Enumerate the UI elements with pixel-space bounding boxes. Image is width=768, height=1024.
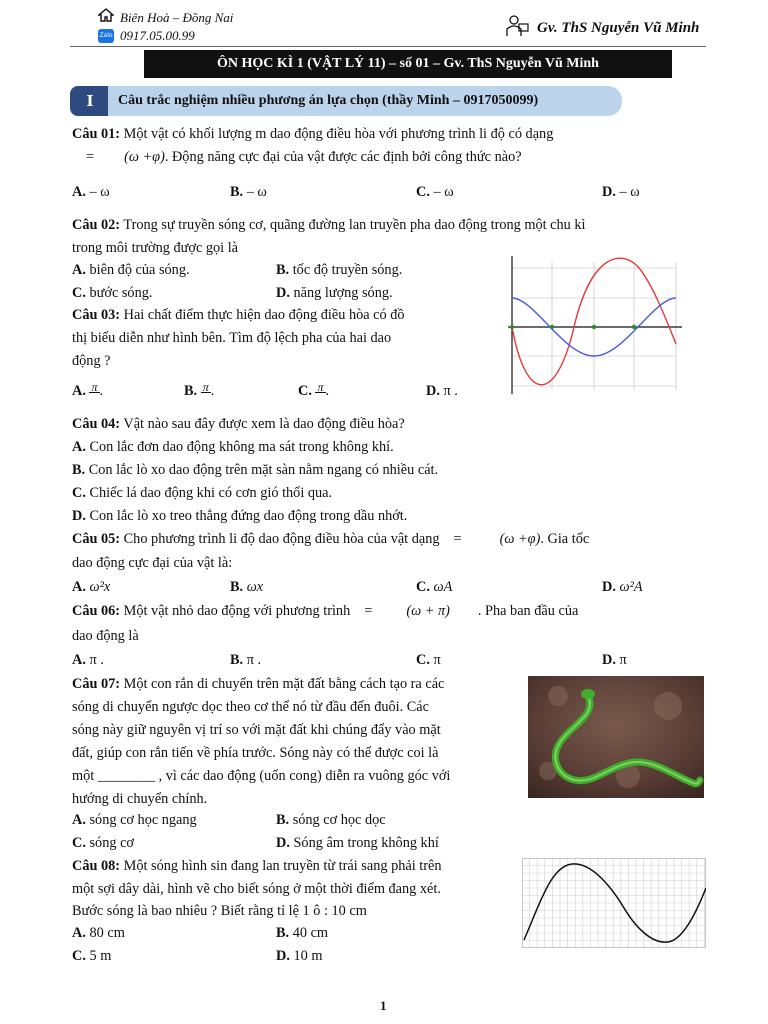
q3-line3: động ? xyxy=(72,353,111,369)
page-title: ÔN HỌC KÌ 1 (VẬT LÝ 11) – số 01 – Gv. ThS Nguyễn Vũ Minh xyxy=(144,50,672,78)
q6-option-d: D. π xyxy=(602,652,627,668)
q8-wave-grid xyxy=(522,858,706,948)
q2-line1: Câu 02: Trong sự truyền sóng cơ, quãng đường lan truyền pha dao động trong một chu kì xyxy=(72,217,586,233)
q3-option-c: C. π . xyxy=(298,380,330,399)
q5-option-d: D. ω²A xyxy=(602,579,643,595)
snake-head xyxy=(581,689,595,699)
page-number: 1 xyxy=(380,998,387,1013)
q4-option-d: D. Con lắc lò xo treo thẳng đứng dao động trong dầu nhớt. xyxy=(72,508,408,524)
q8-line2: một sợi dây dài, hình vẽ cho biết sóng ở một thời điểm đang xét. xyxy=(72,881,441,897)
q8-line3: Bước sóng là bao nhiêu ? Biết rằng tỉ lệ 1 ô : 10 cm xyxy=(72,903,367,919)
q2-option-a: A. biên độ của sóng. xyxy=(72,262,190,278)
q4-line1: Câu 04: Vật nào sau đây được xem là dao động điều hòa? xyxy=(72,416,405,432)
q7-line6: hướng di chuyển chính. xyxy=(72,791,208,807)
q8-line1: Câu 08: Một sóng hình sin đang lan truyền từ trái sang phải trên xyxy=(72,858,442,874)
q6-option-c: C. π xyxy=(416,652,441,668)
teacher-icon xyxy=(505,14,529,43)
home-icon xyxy=(98,8,114,27)
q7-line4: đất, giúp con rắn tiến về phía trước. Sóng này có thể được coi là xyxy=(72,745,439,761)
q7-option-a: A. sóng cơ học ngang xyxy=(72,812,197,828)
section-number: I xyxy=(70,86,110,116)
q1-line2: = (ω +φ). Động năng cực đại của vật được các định bởi công thức nào? xyxy=(86,149,522,165)
section-header xyxy=(70,86,622,116)
q8-option-d: D. 10 m xyxy=(276,948,323,964)
header-contact xyxy=(98,8,233,45)
header-author xyxy=(505,14,699,43)
q7-option-d: D. Sóng âm trong không khí xyxy=(276,835,439,851)
q5-option-a: A. ω²x xyxy=(72,579,111,595)
q6-line1: Câu 06: Một vật nhỏ dao động với phương trình = (ω + π) . Pha ban đầu của xyxy=(72,603,579,619)
q1-line1: Câu 01: Một vật có khối lượng m dao động điều hòa với phương trình li độ có dạng xyxy=(72,126,554,142)
q2-option-c: C. bước sóng. xyxy=(72,285,153,301)
location-text: Biên Hoà – Đồng Nai xyxy=(120,9,234,25)
q3-option-a: A. π . xyxy=(72,380,104,399)
q4-option-b: B. Con lắc lò xo dao động trên mặt sàn nằm ngang có nhiều cát. xyxy=(72,462,439,478)
snake-photo xyxy=(528,676,704,798)
q4-option-a: A. Con lắc đơn dao động không ma sát trong không khí. xyxy=(72,439,394,455)
q2-line2: trong môi trường được gọi là xyxy=(72,240,239,256)
phone-text: 0917.05.00.99 xyxy=(120,28,195,43)
q3-line1: Câu 03: Hai chất điểm thực hiện dao động điều hòa có đồ xyxy=(72,307,405,323)
q1-option-c: C. – ω xyxy=(416,184,454,200)
q5-option-b: B. ωx xyxy=(230,579,264,595)
q8-option-a: A. 80 cm xyxy=(72,925,125,941)
q8-option-c: C. 5 m xyxy=(72,948,112,964)
q7-line3: sóng này giữ nguyên vị trí so với mặt đất khi chúng đẩy vào mặt xyxy=(72,722,441,738)
q3-oscillation-graph xyxy=(504,254,684,394)
q6-option-a: A. π . xyxy=(72,652,104,668)
q6-option-b: B. π . xyxy=(230,652,262,668)
q2-option-b: B. tốc độ truyền sóng. xyxy=(276,262,403,278)
q4-option-c: C. Chiếc lá dao động khi có cơn gió thổi qua. xyxy=(72,485,333,501)
q1-option-a: A. – ω xyxy=(72,184,110,200)
q7-line2: sóng di chuyển ngược dọc theo cơ thể nó từ đầu đến đuôi. Các xyxy=(72,699,429,715)
q1-option-d: D. – ω xyxy=(602,184,640,200)
q2-option-d: D. năng lượng sóng. xyxy=(276,285,393,301)
q5-line1: Câu 05: Cho phương trình li độ dao động điều hòa của vật dạng = (ω +φ). Gia tốc xyxy=(72,531,590,547)
zalo-icon: Zalo xyxy=(98,29,114,43)
q5-option-c: C. ωA xyxy=(416,579,453,595)
q3-option-b: B. π . xyxy=(184,380,215,399)
header-rule xyxy=(70,46,706,47)
q8-option-b: B. 40 cm xyxy=(276,925,329,941)
author-text: Gv. ThS Nguyễn Vũ Minh xyxy=(537,20,700,36)
section-title: Câu trắc nghiệm nhiều phương án lựa chọn (thầy Minh – 0917050099) xyxy=(108,86,622,116)
q7-option-b: B. sóng cơ học dọc xyxy=(276,812,386,828)
q3-line2: thị biểu diễn như hình bên. Tìm độ lệch pha của hai dao xyxy=(72,330,392,346)
q3-option-d: D. π . xyxy=(426,383,458,399)
q5-line2: dao động cực đại của vật là: xyxy=(72,555,233,571)
q7-line5: một ________ , vì các dao động (uốn cong) diễn ra vuông góc với xyxy=(72,768,451,784)
q1-option-b: B. – ω xyxy=(230,184,267,200)
q6-line2: dao động là xyxy=(72,628,139,644)
q7-line1: Câu 07: Một con rắn di chuyển trên mặt đất bằng cách tạo ra các xyxy=(72,676,445,692)
q7-option-c: C. sóng cơ xyxy=(72,835,134,851)
